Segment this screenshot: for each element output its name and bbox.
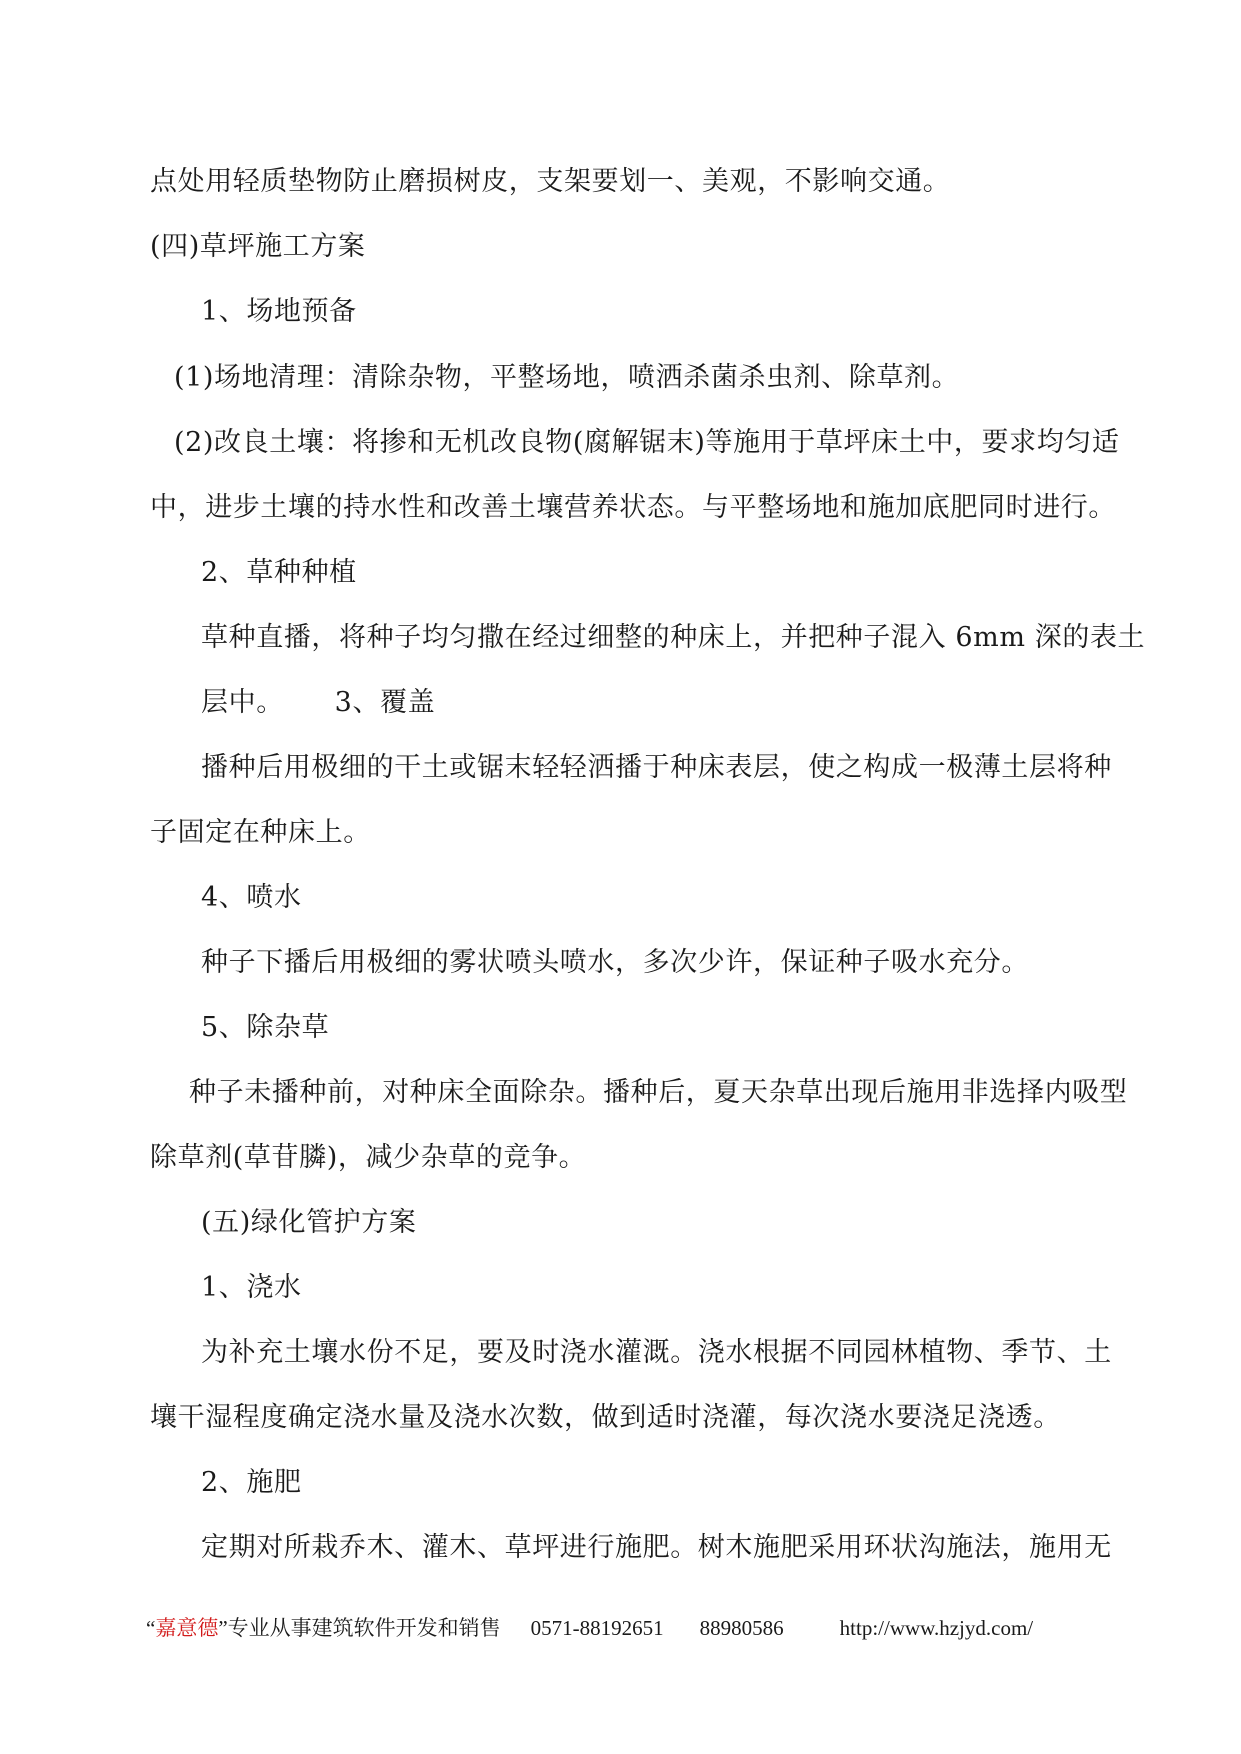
body-line: 播种后用极细的干土或锯末轻轻洒播于种床表层，使之构成一极薄土层将种	[201, 752, 1112, 783]
footer-quote-open: “	[146, 1616, 156, 1640]
subsection-heading: 4、喷水	[201, 882, 302, 913]
section-heading: (五)绿化管护方案	[201, 1207, 417, 1238]
body-line: 种子下播后用极细的雾状喷头喷水，多次少许，保证种子吸水充分。	[201, 947, 1029, 978]
footer-phone-1: 0571-88192651	[530, 1616, 664, 1640]
section-heading: (四)草坪施工方案	[150, 231, 366, 262]
body-line: 子固定在种床上。	[150, 817, 371, 848]
subsection-heading: 2、施肥	[201, 1467, 302, 1498]
subsection-heading: 1、浇水	[201, 1272, 302, 1303]
body-line: (1)场地清理：清除杂物，平整场地，喷洒杀菌杀虫剂、除草剂。	[174, 362, 960, 393]
subsection-heading: 2、草种种植	[201, 557, 357, 588]
footer-tagline: 专业从事建筑软件开发和销售	[227, 1616, 501, 1640]
body-line: 中，进步土壤的持水性和改善土壤营养状态。与平整场地和施加底肥同时进行。	[150, 492, 1116, 523]
body-line: 壤干湿程度确定浇水量及浇水次数，做到适时浇灌，每次浇水要浇足浇透。	[150, 1402, 1061, 1433]
footer-phone-2: 88980586	[699, 1616, 784, 1640]
body-line: 草种直播，将种子均匀撒在经过细整的种床上，并把种子混入 6mm 深的表土	[201, 622, 1146, 653]
body-line: 种子未播种前，对种床全面除杂。播种后，夏天杂草出现后施用非选择内吸型	[189, 1077, 1128, 1108]
page-footer	[146, 1614, 1033, 1642]
footer-quote-close: ”	[218, 1616, 228, 1640]
subsection-heading: 1、场地预备	[201, 296, 357, 327]
footer-url-link[interactable]: http://www.hzjyd.com/	[839, 1616, 1034, 1640]
footer-brand: 嘉意德	[155, 1616, 219, 1640]
body-line: 为补充土壤水份不足，要及时浇水灌溉。浇水根据不同园林植物、季节、土	[201, 1337, 1112, 1368]
body-line: 层中。 3、覆盖	[201, 687, 436, 718]
subsection-heading: 5、除杂草	[201, 1012, 330, 1043]
body-line: (2)改良土壤：将掺和无机改良物(腐解锯末)等施用于草坪床土中，要求均匀适	[174, 427, 1120, 458]
body-line: 定期对所栽乔木、灌木、草坪进行施肥。树木施肥采用环状沟施法，施用无	[201, 1532, 1112, 1563]
body-line: 除草剂(草苷膦)，减少杂草的竞争。	[150, 1142, 587, 1173]
body-line: 点处用轻质垫物防止磨损树皮，支架要划一、美观，不影响交通。	[150, 166, 951, 197]
